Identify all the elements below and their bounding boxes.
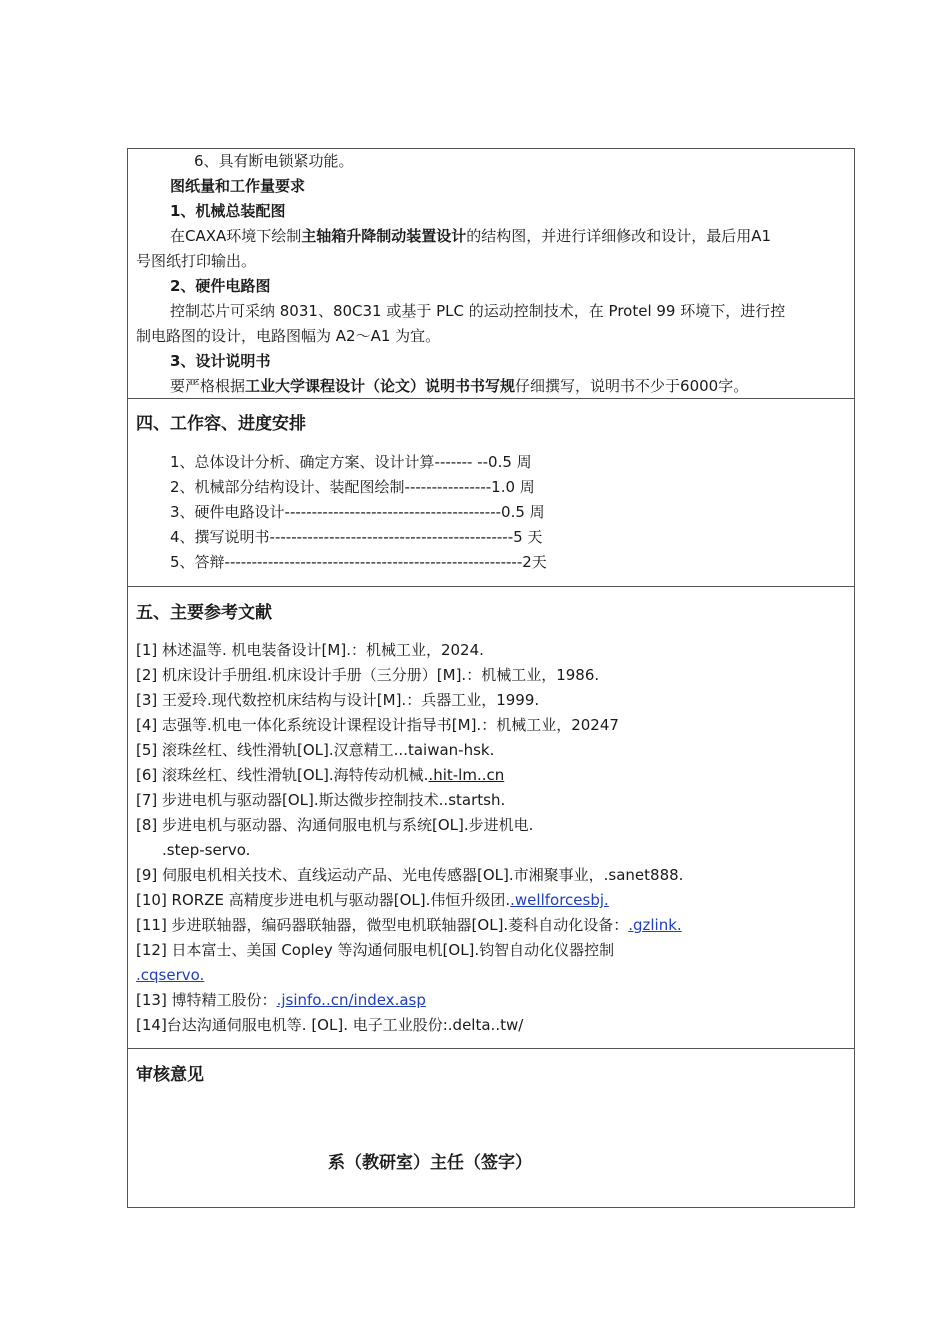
sec1-pre: 在CAXA环境下绘制: [170, 227, 302, 245]
reference-10-link[interactable]: .wellforcesbj.: [510, 891, 609, 909]
signature-label: 系（教研室）主任（签字）: [328, 1153, 532, 1173]
sec3-post: 仔细撰写，说明书不少于6000字。: [515, 377, 749, 395]
form-table: [127, 148, 855, 1208]
schedule-cell: [128, 398, 854, 586]
reference-12-link[interactable]: .cqservo.: [136, 966, 205, 984]
schedule-item: 5、答辩-------------------------------------------------------2天: [170, 553, 547, 571]
reference-1: [1] 林述温等. 机电装备设计[M].：机械工业，2024.: [136, 641, 484, 659]
reference-10-text: [10] RORZE 高精度步进电机与驱动器[OL].伟恒升级团.: [136, 891, 511, 909]
sec1-title: 1、机械总装配图: [170, 202, 286, 220]
reference-7: [7] 步进电机与驱动器[OL].斯达微步控制技术..startsh.: [136, 791, 506, 809]
schedule-title: 四、工作容、进度安排: [136, 414, 306, 434]
reference-4: [4] 志强等.机电一体化系统设计课程设计指导书[M].：机械工业，20247: [136, 716, 619, 734]
sec3-bold: 工业大学课程设计（论文）说明书书写规: [245, 377, 516, 395]
sec3-pre: 要严格根据: [170, 377, 246, 395]
sec2-line2: 制电路图的设计，电路图幅为 A2～A1 为宜。: [136, 327, 441, 345]
schedule-item: 3、硬件电路设计----------------------------------------0.5 周: [170, 503, 545, 521]
references-cell: [128, 586, 854, 1048]
reference-11: [136, 913, 846, 938]
sec1-post: 的结构图，并进行详细修改和设计，最后用A1: [466, 227, 772, 245]
reference-5: [5] 滚珠丝杠、线性滑轨[OL].汉意精工...taiwan-hsk.: [136, 741, 495, 759]
reference-8: [8] 步进电机与驱动器、沟通伺服电机与系统[OL].步进机电.: [136, 816, 534, 834]
reference-13-link[interactable]: .jsinfo..cn/index.asp: [276, 991, 426, 1009]
references-title: 五、主要参考文献: [136, 603, 272, 623]
sec1-line2: 号图纸打印输出。: [136, 252, 257, 270]
reference-13: [136, 988, 846, 1013]
reference-2: [2] 机床设计手册组.机床设计手册（三分册）[M].：机械工业，1986.: [136, 666, 600, 684]
schedule-item: 2、机械部分结构设计、装配图绘制----------------1.0 周: [170, 478, 535, 496]
reference-11-link[interactable]: .gzlink.: [628, 916, 682, 934]
reference-8-cont: .step-servo.: [162, 841, 251, 859]
reference-13-text: [13] 博特精工股份：: [136, 991, 277, 1009]
reference-12: [12] 日本富士、美国 Copley 等沟通伺服电机[OL].钧智自动化仪器控制: [136, 941, 615, 959]
schedule-item: 4、撰写说明书---------------------------------------------5 天: [170, 528, 543, 546]
reference-10: [136, 888, 846, 913]
sec1-line1: [136, 224, 846, 249]
review-title: 审核意见: [136, 1065, 204, 1085]
reference-9: [9] 伺服电机相关技术、直线运动产品、光电传感器[OL].市湘聚事业，.sanet888.: [136, 866, 684, 884]
reference-3: [3] 王爱玲.现代数控机床结构与设计[M].：兵器工业，1999.: [136, 691, 540, 709]
sec3-line: [136, 374, 846, 399]
reference-14: [14]台达沟通伺服电机等. [OL]. 电子工业股份:.delta..tw/: [136, 1016, 524, 1034]
sec2-line1: 控制芯片可采纳 8031、80C31 或基于 PLC 的运动控制技术，在 Protel 99 环境下，进行控: [170, 302, 786, 320]
sec1-bold: 主轴箱升降制动装置设计: [301, 227, 467, 245]
reference-6: [136, 763, 846, 788]
reference-11-text: [11] 步进联轴器，编码器联轴器，微型电机联轴器[OL].菱科自动化设备：: [136, 916, 629, 934]
review-cell: [128, 1048, 854, 1208]
reference-6-text: [6] 滚珠丝杠、线性滑轨[OL].海特传动机械.: [136, 766, 429, 784]
sec2-title: 2、硬件电路图: [170, 277, 271, 295]
drawings-title: 图纸量和工作量要求: [170, 177, 306, 195]
requirements-cell: [128, 149, 854, 398]
reference-6-link[interactable]: .hit-lm..cn: [428, 766, 505, 784]
sec3-title: 3、设计说明书: [170, 352, 271, 370]
reference-12-cont: [136, 963, 846, 988]
schedule-item: 1、总体设计分析、确定方案、设计计算------- --0.5 周: [170, 453, 532, 471]
item-6: 6、具有断电锁紧功能。: [194, 152, 354, 170]
